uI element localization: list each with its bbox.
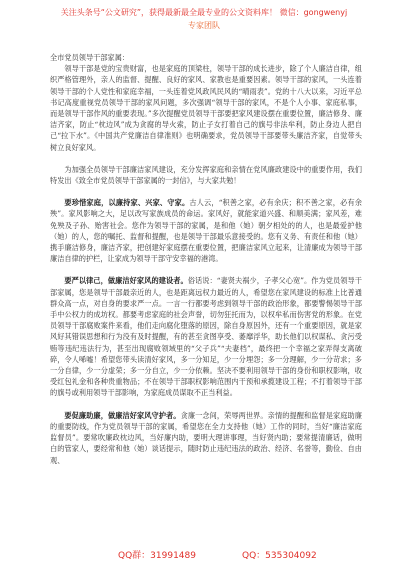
section-heading: 要促廉助廉，做廉洁好家风守护者。 — [64, 410, 181, 420]
section-heading: 要珍惜家庭，以廉持家、兴家、守家。 — [64, 198, 190, 208]
section-heading: 要严以律己，做廉洁好家风的建设者。 — [64, 276, 188, 286]
section-text: 贪廉一念间，荣辱两世界。亲情的提醒和监督是家庭助廉的重要防线，作为党员领导干部的家属，希望您在全力支持他（她）工作的同时，当好“廉洁家庭监督员”。要常吹廉政枕边风，当好廉内助，要明大理讲事理，当好贤内助；要常提清廉话，做明白的管家人，要经常和他（她）谈话提示，随时防止违纪违法的政治、经济、名誉等，勤俭、自由观、 — [50, 410, 362, 465]
paragraph-cherish-family — [50, 197, 362, 264]
paragraph-self-discipline — [50, 275, 362, 398]
paragraph-gap — [50, 264, 362, 275]
section-text: 俗话说：“妻贤夫祸少，子孝父心宽”。作为党员领导干部家属，您是领导干部最亲近的人，也是距离远权力最近的人，希望您在家风建设的标准上比普通群众高一点，对自身的要求严一点。一言一行都要考虑到领导干部的政治形象，都要警惕领导干部手中公权力的成坊权。都要考虑家庭的社会声誉，切勿狂托而为，以权牟私而伤害党的形象。在党员领导干部腐败案件来看，他们走向腐化堕落的原因，除自身原因外，还有一个重要原因，就是家风好其错误思想和行为没有及时提醒，有的甚至贪图享受、萎靡浮华，助长他们以权谋私、贪污受贿等违纪违法行为，甚至出现腐败领域里的“父子兵”“夫妻档”，最终把一个幸福之家弄得支离破碎，令人唏嘘！希望您带头读清好家风，多一分知足，少一分埋怨；多一分理解，少一分苛求；多一分自律，少一分虚荣；多一分自立，少一分依赖。坚决不要利用领导干部的身份和职权影响，收受红包礼金和各种贵重物品；不在领导干部职权影响范围内干预和承揽建设工程；不打着领导干部的旗号或利用领导干部影响，为家庭成员谋取不正当利益。 — [50, 276, 362, 398]
paragraph-gap — [50, 399, 362, 410]
section-text: 古人云，“积善之家，必有余庆；积不善之家，必有余殃”。家风影响之大，足以改写家族成员的命运。家风好，就能家道兴盛、和顺美满；家风差，难免殃及子孙、贻害社会。您作为领导干部的家属，是和他（她）朝夕相处的的人，也是最爱护他（她）的人，您的嘱托、监督和提醒，也是领导干部最乐意接受的。您有义务、有责任和他（她）携手廉洁修身，廉洁齐家，把创建好家庭摆在重要位置，把廉洁家风立起来，让清廉成为领导干部廉洁自律的护栏，让家成为领导干部守安幸福的港湾。 — [50, 198, 362, 264]
paragraph-gap — [50, 153, 362, 164]
contact-footer — [0, 548, 408, 564]
banner-line-2: 专家团队 — [188, 21, 220, 30]
banner-line-1: 关注头条号“公文研究”，获得最新最全最专业的公文资料库！ 微信：gongwenyj — [60, 8, 348, 17]
paragraph-purpose: 为加强全员领导干部廉洁家风建设，充分发挥家庭和亲情在党风廉政建设中的重要作用，我们特发出《致全市党员领导干部家属的一封信》，与大家共勉！ — [50, 164, 362, 186]
paragraph-gap — [50, 186, 362, 197]
paragraph-promote-integrity — [50, 410, 362, 466]
qq-group-number: QQ群：31991489 — [118, 551, 196, 561]
promo-banner — [0, 6, 408, 36]
qq-number: QQ：535304092 — [242, 551, 317, 561]
salutation: 全市党员领导干部家属： — [50, 53, 130, 62]
letter-body — [50, 52, 362, 466]
paragraph-intro: 领导干部是党的宝贵财富，也是家庭的顶梁柱，领导干部的成长进步，除了个人廉洁自律，组织严格管理外，亲人的监督、提醒、良好的家风、家教也是重要因素。领导干部的家风，一头连着领导干部的个人党性和家庭幸福，一头连着党风政风民风的“晴雨表”。党的十八大以来，习近平总书记高度重视党员领导干部的家风问题，多次强调“领导干部的家风，不是个人小事、家庭私事，而是领导干部作风的重要表现。”多次提醒党员领导干部要把家风建设摆在重要位置，廉洁修身、廉洁齐家，防止“枕边风”成为贪腐的导火索，防止子女打着自己的旗号非法牟利，防止身边人把自己“拉下水”。《中国共产党廉洁自律准则》也明确要求，党员领导干部要带头廉洁齐家，自觉带头树立良好家风。 — [50, 64, 362, 152]
